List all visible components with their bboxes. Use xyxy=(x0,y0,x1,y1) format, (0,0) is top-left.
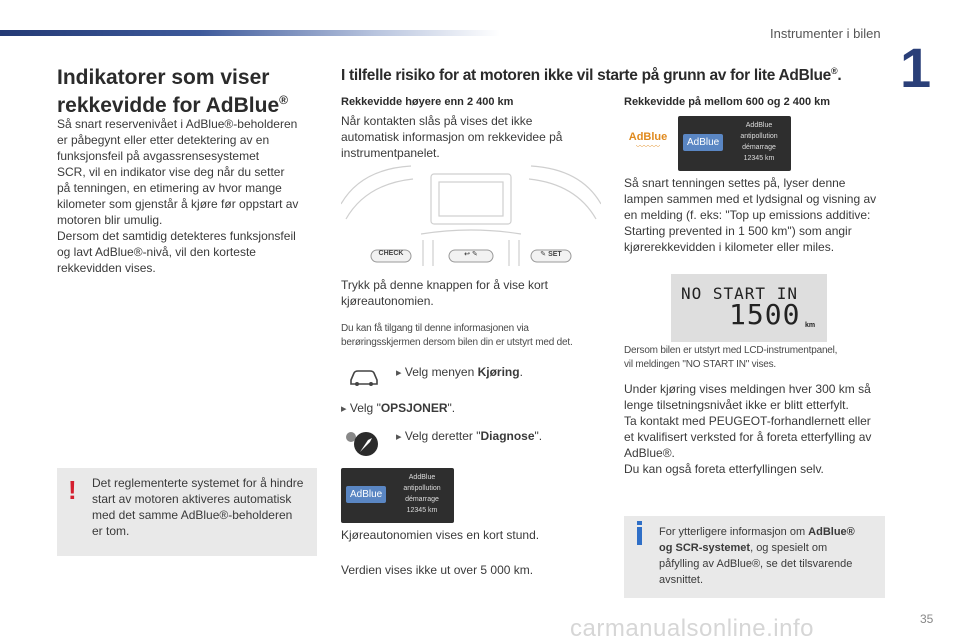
header-accent-bar xyxy=(0,30,500,36)
adblue-warning-lamp-icon xyxy=(626,131,670,151)
warning-line: er tom. xyxy=(92,524,130,538)
col1-touch-note xyxy=(341,322,616,350)
set-button[interactable]: ✎ SET xyxy=(540,251,562,258)
col1-adblue-display xyxy=(341,468,454,523)
lamp-label: AdBlue xyxy=(628,131,668,143)
chapter-number: 1 xyxy=(900,36,932,99)
left-para-line: Så snart reservenivået i AdBlue®-beholderen xyxy=(57,117,298,131)
info-line3: påfylling av AdBlue®, se det tilsvarende xyxy=(659,558,853,570)
left-para-line: og lavt AdBlue®-nivå, vil den korteste xyxy=(57,245,256,259)
step2-bold: OPSJONER xyxy=(380,401,448,415)
left-title-line2: rekkevidde for AdBlue xyxy=(57,94,280,117)
right-title-sup: ® xyxy=(830,66,838,76)
info-icon-dot xyxy=(637,521,642,525)
section-title: Instrumenter i bilen xyxy=(770,26,881,41)
left-para-line: Dersom det samtidig detekteres funksjonsfeil xyxy=(57,229,296,243)
step3 xyxy=(396,428,542,445)
display-line: antipollution xyxy=(403,485,441,492)
col2-final-line: AdBlue®. xyxy=(624,446,675,460)
left-title xyxy=(57,66,327,117)
bullet-icon: ▸ xyxy=(396,431,402,443)
display-line: 12345 km xyxy=(743,155,775,162)
step1-end: . xyxy=(519,365,523,379)
col2-final-line: Under kjøring vises meldingen hver 300 km så xyxy=(624,382,871,396)
col2-desc-line: Starting prevented in 1 500 km") som angir xyxy=(624,224,852,238)
step3-bold: Diagnose xyxy=(480,429,535,443)
bullet-icon: ▸ xyxy=(341,403,347,415)
col2-final-line: lenge tilsetningsnivået ikke er blitt etterfylt. xyxy=(624,398,849,412)
display-line: démarrage xyxy=(742,144,776,151)
col2-final-line: Du kan også foreta etterfyllingen selv. xyxy=(624,462,824,476)
step1 xyxy=(396,364,523,381)
left-paragraph xyxy=(57,116,327,276)
lcd-value: 1500 xyxy=(729,298,801,331)
step2 xyxy=(341,400,455,417)
col2-adblue-chip: AdBlue xyxy=(683,134,723,151)
col2-lcd-note xyxy=(624,344,894,372)
left-para-line: funksjonsfeil på avgassrensesystemet xyxy=(57,149,260,163)
display-line: AddBlue xyxy=(408,474,436,481)
info-line2-bold: og SCR-systemet xyxy=(659,542,751,554)
lcd-unit: km xyxy=(805,322,816,329)
check-button[interactable]: CHECK xyxy=(378,250,404,257)
col1-press-text xyxy=(341,277,611,309)
col2-lcd-note-line: Dersom bilen er utstyrt med LCD-instrumentpanel, xyxy=(624,345,838,356)
col1-intro-line: instrumentpanelet. xyxy=(341,146,440,160)
right-title xyxy=(341,66,901,85)
right-title-text: I tilfelle risiko for at motoren ikke vil starte på grunn av for lite AdBlue xyxy=(341,67,831,85)
col2-desc-line: kjørerekkevidden i kilometer eller miles. xyxy=(624,240,835,254)
warning-icon: ! xyxy=(68,475,77,505)
col2-desc-line: Så snart tenningen settes på, lyser denne xyxy=(624,176,846,190)
col1-press-line: kjøreautonomien. xyxy=(341,294,434,308)
step1-prefix: Velg menyen xyxy=(404,365,478,379)
col2-desc-line: lampen sammen med et lydsignal og visning av xyxy=(624,192,877,206)
col1-intro xyxy=(341,113,611,161)
right-title-end: . xyxy=(837,67,842,85)
info-text xyxy=(659,524,881,588)
step3-end: ". xyxy=(534,429,543,443)
col1-autonomy-text: Kjøreautonomien vises en kort stund. xyxy=(341,528,540,542)
col1-intro-line: automatisk informasjon om rekkevidee på xyxy=(341,130,563,144)
col2-adblue-display xyxy=(678,116,791,171)
left-title-sup: ® xyxy=(279,93,288,107)
step1-bold: Kjøring xyxy=(477,365,520,379)
page-number: 35 xyxy=(920,612,934,626)
col2-final-text xyxy=(624,381,894,477)
left-para-line: er påbegynt eller etter detektering av en xyxy=(57,133,270,147)
display-line: démarrage xyxy=(405,496,439,503)
col2-display-text xyxy=(730,120,788,164)
back-edit-button[interactable]: ↩ ✎ xyxy=(464,251,478,258)
left-title-line1: Indikatorer som viser xyxy=(57,66,270,89)
col1-subtitle: Rekkevidde høyere enn 2 400 km xyxy=(341,96,514,108)
left-para-line: rekkevidden vises. xyxy=(57,261,156,275)
warning-line: start av motoren aktiveres automatisk xyxy=(92,492,292,506)
car-icon xyxy=(348,366,380,388)
display-line: antipollution xyxy=(740,133,778,140)
info-line4: avsnittet. xyxy=(659,574,704,586)
bullet-icon: ▸ xyxy=(396,367,402,379)
col2-lcd-note-line: vil meldingen "NO START IN" vises. xyxy=(624,359,777,370)
lcd-line1: NO START IN xyxy=(681,284,798,303)
warning-line: med det samme AdBlue®-beholderen xyxy=(92,508,293,522)
col1-limit-text: Verdien vises ikke ut over 5 000 km. xyxy=(341,563,534,577)
col2-final-line: et kvalifisert verksted for å foreta etterfylling av xyxy=(624,430,872,444)
col1-intro-line: Når kontakten slås på vises det ikke xyxy=(341,114,533,128)
display-line: 12345 km xyxy=(406,507,438,514)
info-line2-end: , og spesielt om xyxy=(750,542,828,554)
watermark: carmanualsonline.info xyxy=(570,615,814,642)
info-icon xyxy=(637,527,642,545)
col1-display-text xyxy=(393,472,451,516)
warning-line: Det reglementerte systemet for å hindre xyxy=(92,476,304,490)
left-para-line: SCR, vil en indikator vise deg når du setter xyxy=(57,165,285,179)
col1-adblue-chip: AdBlue xyxy=(346,486,386,503)
lamp-waves: 〰〰〰 xyxy=(636,142,660,151)
info-line1-prefix: For ytterligere informasjon om xyxy=(659,526,809,538)
col2-desc-line: en melding (f. eks: "Top up emissions additive: xyxy=(624,208,871,222)
display-line: AddBlue xyxy=(745,122,773,129)
col2-subtitle: Rekkevidde på mellom 600 og 2 400 km xyxy=(624,96,831,108)
left-para-line: kilometer som gjenstår å kjøre før oppstart av xyxy=(57,197,299,211)
diagnose-wrench-icon xyxy=(342,428,382,458)
step2-end: ". xyxy=(447,401,456,415)
col2-description xyxy=(624,175,894,255)
col2-final-line: Ta kontakt med PEUGEOT-forhandlernett eller xyxy=(624,414,871,428)
step2-prefix: Velg " xyxy=(349,401,381,415)
col1-touch-line: berøringsskjermen dersom bilen din er utstyrt med det. xyxy=(341,337,573,348)
col1-press-line: Trykk på denne knappen for å vise kort xyxy=(341,278,548,292)
col1-touch-line: Du kan få tilgang til denne informasjonen via xyxy=(341,323,529,334)
step3-prefix: Velg deretter " xyxy=(404,429,481,443)
left-para-line: på tenningen, en etimering av hvor mange xyxy=(57,181,282,195)
lcd-no-start-display xyxy=(671,274,827,342)
warning-text xyxy=(92,475,314,539)
info-line1-bold: AdBlue® xyxy=(808,526,855,538)
left-para-line: motoren blir umulig. xyxy=(57,213,163,227)
